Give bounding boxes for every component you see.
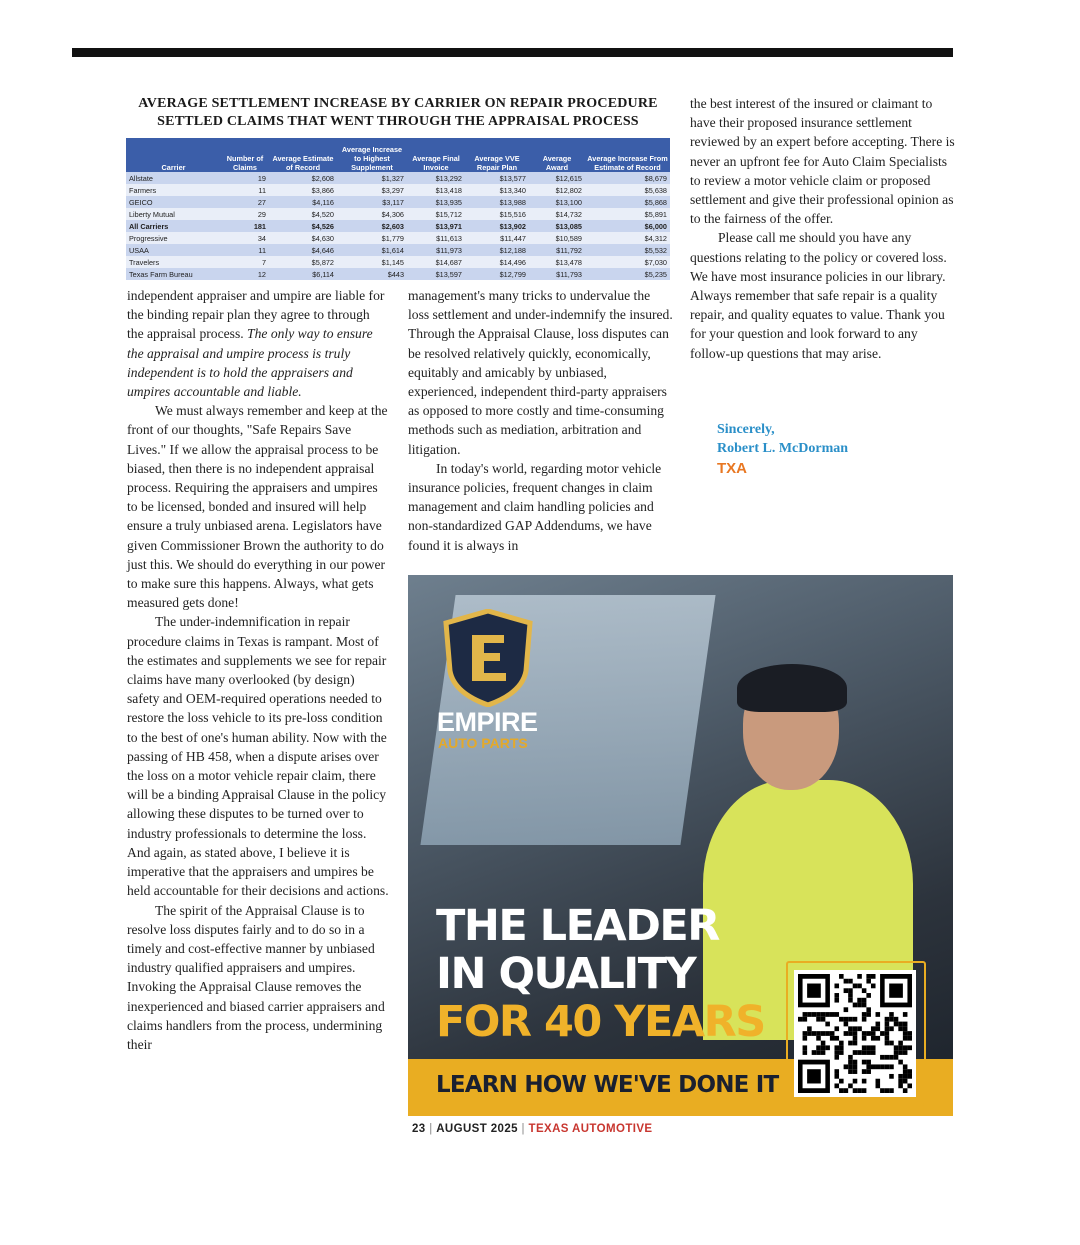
signature-org: TXA (717, 460, 747, 477)
table-cell: $1,327 (337, 172, 407, 184)
table-cell: $11,793 (529, 268, 585, 280)
table-cell: 181 (221, 220, 269, 232)
col1-p1-text: independent appraiser and umpire are liable for the binding repair plan they agree to through the appraisal process. (127, 288, 385, 342)
table-cell: $13,340 (465, 184, 529, 196)
table-cell: $11,613 (407, 232, 465, 244)
table-cell: $13,902 (465, 220, 529, 232)
table-header-cell: Average Final Invoice (407, 138, 465, 172)
table-header-cell: Average VVE Repair Plan (465, 138, 529, 172)
carrier-name-cell: Travelers (126, 256, 221, 268)
table-title-line-1: AVERAGE SETTLEMENT INCREASE BY CARRIER ON REPAIR PROCEDURE (138, 96, 658, 111)
table-title (126, 95, 670, 131)
table-cell: $2,608 (269, 172, 337, 184)
table-cell: $5,638 (585, 184, 670, 196)
empire-shield-logo-icon (442, 609, 534, 707)
page-footer (412, 1123, 652, 1135)
col3-paragraph-2: Please call me should you have any questions relating to the policy or covered loss. We have most insurance policies in our library. Always remember that safe repair is a quality repair, and quality equates to value. Thank you for your question and look forward to any follow-up questions that may arise. (690, 230, 947, 361)
table-cell: $15,712 (407, 208, 465, 220)
carrier-name-cell: Allstate (126, 172, 221, 184)
col1-paragraph-4: The spirit of the Appraisal Clause is to resolve loss disputes fairly and to do so in a timely and cost-effective manner by unbiased industry qualified appraisers and umpires. Invoking the Appraisal Clause removes the inexperienced and biased carrier appraisers and claims handlers from the process, undermining their (127, 902, 385, 1052)
table-cell: $6,000 (585, 220, 670, 232)
table-cell: 7 (221, 256, 269, 268)
table-cell: $14,732 (529, 208, 585, 220)
table-row (126, 268, 670, 280)
table-cell: $1,614 (337, 244, 407, 256)
table-cell: $11,973 (407, 244, 465, 256)
table-cell: $14,687 (407, 256, 465, 268)
table-cell: $13,292 (407, 172, 465, 184)
carrier-name-cell: Progressive (126, 232, 221, 244)
table-cell: $7,030 (585, 256, 670, 268)
table-cell: $4,646 (269, 244, 337, 256)
table-cell: 29 (221, 208, 269, 220)
table-cell: $4,526 (269, 220, 337, 232)
table-cell: $12,188 (465, 244, 529, 256)
signature-block (717, 420, 848, 478)
carrier-name-cell: Texas Farm Bureau (126, 268, 221, 280)
table-cell: 11 (221, 244, 269, 256)
carrier-name-cell: Farmers (126, 184, 221, 196)
table-header-row (126, 138, 670, 172)
table-cell: $13,100 (529, 196, 585, 208)
table-cell: $5,868 (585, 196, 670, 208)
carrier-name-cell: USAA (126, 244, 221, 256)
table-row (126, 244, 670, 256)
article-column-3 (690, 94, 955, 363)
footer-date: AUGUST 2025 (436, 1123, 518, 1135)
ad-brand-subtitle: AUTO PARTS (438, 735, 528, 751)
table-cell: $4,312 (585, 232, 670, 244)
driver-cap (737, 664, 847, 712)
col1-paragraph-1 (127, 286, 389, 401)
ad-headline-line-2: IN QUALITY (436, 949, 696, 999)
table-cell: $12,802 (529, 184, 585, 196)
table-cell: $10,589 (529, 232, 585, 244)
footer-magazine: TEXAS AUTOMOTIVE (528, 1123, 653, 1135)
table-cell: $1,145 (337, 256, 407, 268)
table-row (126, 196, 670, 208)
qr-code-pattern (798, 974, 912, 1093)
col3-paragraph-1: the best interest of the insured or claimant to have their proposed insurance settlement reviewed by an expert before accepting. There is never an upfront fee for Auto Claim Specialists to review a motor vehicle claim or proposed settlement and give their professional opinion as to the fairness of the offer. (690, 96, 955, 227)
table-cell: $12,615 (529, 172, 585, 184)
signature-name: Robert L. McDorman (717, 441, 849, 456)
table-cell: $5,872 (269, 256, 337, 268)
table-row (126, 208, 670, 220)
col2-paragraph-2: In today's world, regarding motor vehicle insurance policies, frequent changes in claim management and claim handling policies and non-standardized GAP Addendums, we have found it is always in (408, 460, 662, 553)
table-cell: $13,085 (529, 220, 585, 232)
table-header-cell: Average Award (529, 138, 585, 172)
empire-auto-parts-ad[interactable] (408, 575, 953, 1116)
table-cell: $13,478 (529, 256, 585, 268)
table-cell: $2,603 (337, 220, 407, 232)
col1-paragraph-3: The under-indemnification in repair procedure claims in Texas is rampant. Most of the estimates and supplements we see for repair claims have many overlooked (by design) safety and OEM-required operations needed to restore the loss vehicle to its pre-loss condition to the best of one's human ability. Now with the passing of HB 458, when a dispute arises over the loss on a motor vehicle repair claim, there will be a binding Appraisal Clause in the policy allowing these disputes to be turned over to industry professionals to determine the loss. And again, as stated above, I believe it is imperative that the appraisers and umpires be held accountable for their decisions and actions. (127, 614, 389, 899)
table-cell: $5,532 (585, 244, 670, 256)
table-cell: $3,117 (337, 196, 407, 208)
table-row (126, 220, 670, 232)
table-cell: $5,891 (585, 208, 670, 220)
table-cell: $13,935 (407, 196, 465, 208)
col1-paragraph-2: We must always remember and keep at the front of our thoughts, "Safe Repairs Save Lives." If we allow the appraisal process to be biased, then there is no independent appraisal process. Requiring the appraisers and umpires to be licensed, bonded and insured will help ensure a truly unbiased arena. Legislators have given Commissioner Brown the authority to do just this. We should do everything in our power to make sure this happens. Always, what gets measured gets done! (127, 403, 388, 611)
table-header-cell: Average Increase to Highest Supplement (337, 138, 407, 172)
table-cell: 27 (221, 196, 269, 208)
table-cell: $4,116 (269, 196, 337, 208)
table-cell: $3,297 (337, 184, 407, 196)
settlement-table (126, 138, 670, 280)
table-row (126, 232, 670, 244)
table-cell: $13,971 (407, 220, 465, 232)
ad-headline-line-1: THE LEADER (436, 901, 719, 951)
table-cell: $4,520 (269, 208, 337, 220)
footer-separator: | (521, 1123, 529, 1135)
table-cell: $5,235 (585, 268, 670, 280)
table-cell: 11 (221, 184, 269, 196)
ad-headline-line-3: FOR 40 YEARS (436, 997, 765, 1047)
ad-headline (436, 902, 765, 1046)
table-cell: 34 (221, 232, 269, 244)
table-cell: $14,496 (465, 256, 529, 268)
table-header-cell: Average Estimate of Record (269, 138, 337, 172)
table-cell: $15,516 (465, 208, 529, 220)
table-cell: $13,418 (407, 184, 465, 196)
table-cell: $13,577 (465, 172, 529, 184)
qr-code-icon[interactable] (794, 970, 916, 1097)
table-cell: $12,799 (465, 268, 529, 280)
col1-p1-italic: The only way to ensure the appraisal and umpire process is truly independent is to hold the appraisers and umpires accountable and liable. (127, 326, 373, 400)
table-header-cell: Number of Claims (221, 138, 269, 172)
table-body (126, 172, 670, 280)
table-cell: $6,114 (269, 268, 337, 280)
table-cell: $8,679 (585, 172, 670, 184)
top-rule (72, 48, 953, 57)
table-cell: $11,447 (465, 232, 529, 244)
table-cell: $13,597 (407, 268, 465, 280)
carrier-name-cell: GEICO (126, 196, 221, 208)
table-row (126, 184, 670, 196)
ad-brand-name: EMPIRE (437, 707, 538, 737)
table-cell: $4,306 (337, 208, 407, 220)
table-row (126, 172, 670, 184)
table-cell: 12 (221, 268, 269, 280)
table-cell: $11,792 (529, 244, 585, 256)
table-header-cell: Carrier (126, 138, 221, 172)
table-cell: $443 (337, 268, 407, 280)
footer-page-number: 23 (412, 1123, 426, 1135)
col2-paragraph-1: management's many tricks to undervalue the loss settlement and under-indemnify the insured. Through the Appraisal Clause, loss disputes can be resolved relatively quickly, economically, equitably and amicably by unbiased, experienced, independent third-party appraisers as opposed to more costly and time-consuming methods such as mediation, arbitration and litigation. (408, 288, 673, 457)
carrier-name-cell: All Carriers (126, 220, 221, 232)
table-cell: $3,866 (269, 184, 337, 196)
article-column-2 (408, 286, 673, 555)
table-cell: $1,779 (337, 232, 407, 244)
ad-cta-text[interactable]: LEARN HOW WE'VE DONE IT (436, 1072, 779, 1098)
table-row (126, 256, 670, 268)
table-title-line-2: SETTLED CLAIMS THAT WENT THROUGH THE APPRAISAL PROCESS (157, 114, 639, 129)
signature-closing: Sincerely, (717, 422, 775, 437)
table-cell: 19 (221, 172, 269, 184)
table-cell: $4,630 (269, 232, 337, 244)
table-cell: $13,988 (465, 196, 529, 208)
article-column-1 (127, 286, 389, 1054)
carrier-name-cell: Liberty Mutual (126, 208, 221, 220)
footer-separator: | (429, 1123, 437, 1135)
table-header-cell: Average Increase From Estimate of Record (585, 138, 670, 172)
